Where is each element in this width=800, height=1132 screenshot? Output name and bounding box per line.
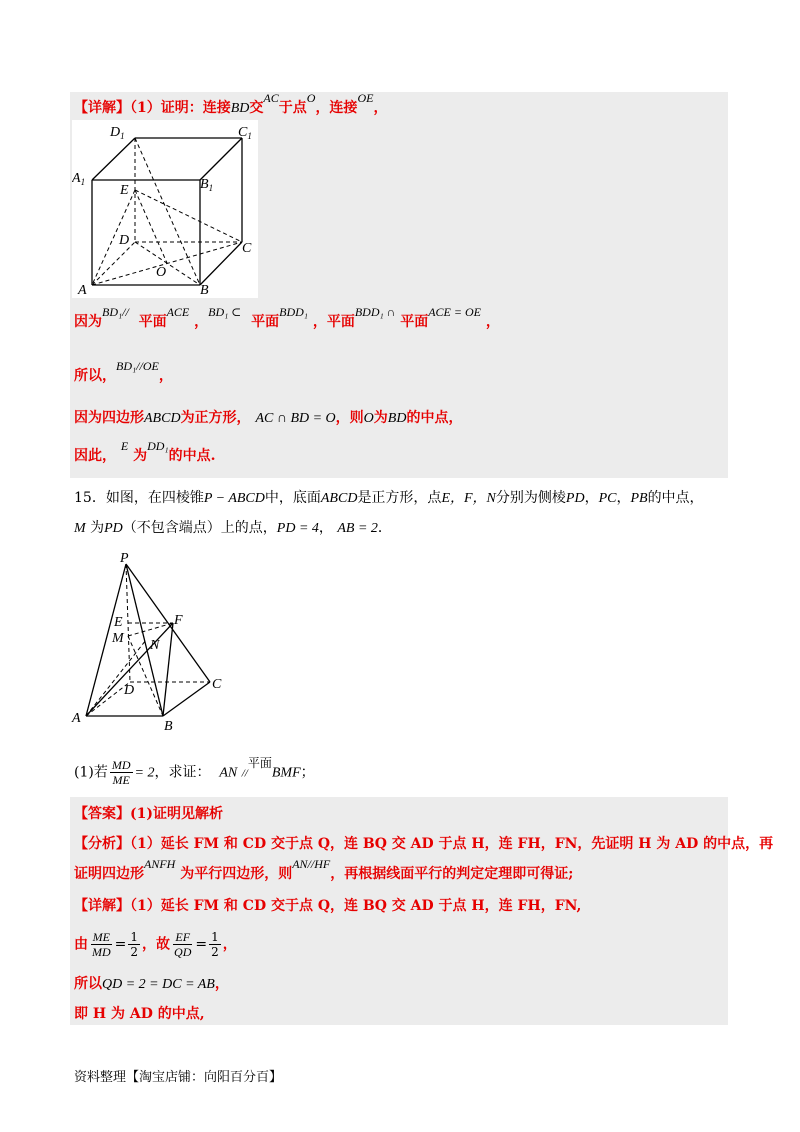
half-num-b: 1 — [211, 930, 219, 944]
bd-symbol: BD — [230, 101, 250, 116]
detail-line-1 — [74, 91, 388, 119]
analysis-line-2 — [74, 857, 574, 884]
sub1a: (1)若 — [74, 764, 108, 781]
pb: PB — [630, 491, 648, 506]
detail-tag: 【详解】 — [74, 100, 130, 116]
label-c: C — [242, 241, 252, 256]
frac-me: ME — [112, 773, 130, 787]
q15-1c: 是正方形，点 — [357, 490, 442, 506]
ratio-line — [74, 930, 237, 959]
comma-r: ， — [222, 936, 237, 953]
qd-chain: QD = 2 = DC = AB — [102, 977, 215, 992]
l5c: 的中点. — [168, 448, 216, 464]
bmf: BMF — [271, 765, 301, 781]
l5b: 为 — [133, 448, 148, 464]
q15-c1: ， — [584, 490, 599, 506]
label-f: F — [174, 613, 183, 628]
yinwei: 因为 — [74, 314, 102, 330]
l4b: 为正方形， — [180, 410, 251, 426]
l4d: 为 — [373, 410, 388, 426]
ace-1: ACE — [166, 305, 190, 319]
bd-2: BD — [387, 411, 407, 426]
footer: 资料整理【淘宝店铺：向阳百分百】 — [74, 1070, 283, 1085]
q15-line-1 — [74, 488, 704, 509]
q15-1e: 的中点， — [647, 490, 704, 506]
pingmian-3: 平面 — [326, 314, 355, 330]
q15-period: ． — [377, 520, 392, 536]
q15-c3: ， — [318, 520, 333, 536]
frac-md2: MD — [92, 945, 111, 959]
l5a: 因此， — [74, 448, 116, 464]
label-a1: $A_1$ — [72, 171, 86, 187]
one-half-a — [128, 930, 140, 959]
pingmian-2: 平面 — [251, 314, 280, 330]
m-1: M — [74, 521, 86, 536]
pd-1: PD — [565, 491, 585, 506]
label-p: P — [120, 551, 129, 566]
frac-me2: ME — [92, 930, 110, 944]
detail-line-3 — [74, 359, 173, 386]
comma-c: ， — [214, 976, 229, 992]
me-over-md — [90, 930, 113, 959]
q15-1b: 中，底面 — [264, 490, 321, 506]
bdd1-1: BDD₁ — [279, 305, 308, 319]
bd1-parallel: BD₁// — [102, 305, 129, 319]
one-half-b — [209, 930, 221, 959]
label-c2: C — [212, 677, 222, 692]
detail-line-5 — [74, 439, 216, 466]
comma-3: ， — [485, 314, 500, 330]
q15-sub1 — [74, 755, 315, 787]
q15-2a: （不包含端点）上的点， — [122, 520, 277, 536]
lianjie-text: ，连接 — [315, 100, 358, 116]
comma-1: ， — [194, 314, 209, 330]
sub1b: ，求证： — [154, 764, 211, 781]
label-d2: D — [124, 683, 135, 698]
q15-1d: 分别为侧棱 — [495, 490, 566, 506]
ef-over-qd — [172, 930, 193, 959]
frac-md: MD — [111, 758, 131, 772]
md-over-me — [110, 758, 133, 787]
label-e: E — [120, 183, 129, 198]
abcd-1: ABCD — [144, 411, 181, 426]
pingmian-4: 平面 — [400, 314, 429, 330]
cube-figure — [72, 120, 258, 298]
pingmian-5: 平面 — [247, 755, 272, 770]
label-b2: B — [164, 719, 173, 734]
frac-ef: EF — [175, 930, 191, 944]
q15-1a: 15．如图，在四棱锥 — [74, 490, 204, 506]
suoyi2: 所以 — [74, 976, 102, 992]
label-a2: A — [72, 711, 81, 726]
oe-symbol: OE — [357, 91, 374, 105]
label-e2: E — [114, 615, 123, 630]
ac-cap-bd: AC ∩ BD = O — [255, 411, 336, 426]
abcd-2: ABCD — [320, 491, 358, 506]
pd-2: PD — [104, 521, 123, 536]
label-d: D — [119, 233, 130, 248]
label-a: A — [78, 283, 87, 298]
an-b2: 为平行四边形，则 — [180, 866, 293, 882]
eq-2: = 2 — [134, 765, 155, 781]
l4e: 的中点， — [406, 410, 463, 426]
q15-c2: ， — [616, 490, 631, 506]
label-n: N — [150, 638, 160, 653]
bdd1-cap: BDD₁ ∩ — [354, 305, 396, 319]
half-den-a: 2 — [130, 945, 139, 959]
o-2: O — [363, 411, 374, 426]
pyramid-figure — [68, 548, 238, 738]
detail-intro: （1）证明：连接 — [130, 100, 231, 116]
comma: ， — [373, 100, 388, 116]
eq-b: = — [195, 936, 208, 953]
detail-line-15: 【详解】（1）延长 FM 和 CD 交于点 Q，连 BQ 交 AD 于点 H，连 FH，FN, — [74, 898, 582, 914]
label-d1: $D_1$ — [110, 125, 125, 141]
semicolon: ； — [300, 764, 315, 781]
p-abcd: P − ABCD — [203, 491, 265, 506]
comma-4: ， — [158, 368, 173, 384]
detail-line-2 — [74, 305, 500, 332]
l4c: ，则 — [335, 410, 364, 426]
detail-line-4 — [74, 408, 462, 429]
answer-line: 【答案】(1)证明见解析 — [74, 806, 223, 822]
l4a: 因为四边形 — [74, 410, 144, 426]
q15-line-2 — [74, 518, 392, 539]
par: // — [241, 767, 248, 780]
bd1-parallel-oe: BD₁//OE — [116, 359, 159, 373]
label-o: O — [156, 265, 167, 280]
q15-wei: 为 — [90, 520, 105, 536]
label-b1: $B_1$ — [200, 177, 214, 193]
label-b: B — [200, 283, 209, 298]
o-symbol: O — [306, 91, 316, 105]
anfh: ANFH — [144, 857, 176, 871]
pc: PC — [598, 491, 617, 506]
an: AN — [219, 765, 238, 781]
ace-eq-oe: ACE = OE — [428, 305, 481, 319]
jiao-text: 交 — [249, 100, 264, 116]
chain-line — [74, 974, 229, 995]
an-b3: ，再根据线面平行的判定定理即可得证; — [330, 866, 574, 882]
label-c1: $C_1$ — [238, 125, 252, 141]
efn: E，F，N — [441, 491, 496, 506]
dd1: DD₁ — [147, 439, 169, 453]
analysis-line-1: 【分析】（1）延长 FM 和 CD 交于点 Q，连 BQ 交 AD 于点 H，连 FH，FN，先证明 H 为 AD 的中点，再 — [74, 836, 774, 852]
pd-eq-4: PD = 4 — [276, 521, 319, 536]
eq-a: = — [114, 936, 127, 953]
e-1: E — [120, 439, 129, 453]
half-num-a: 1 — [130, 930, 139, 944]
an-b1: 证明四边形 — [74, 866, 144, 882]
you: 由 — [74, 936, 88, 953]
last-line: 即 H 为 AD 的中点, — [74, 1006, 205, 1022]
ac-symbol: AC — [263, 91, 279, 105]
yudian-text: 于点 — [278, 100, 307, 116]
an-par-hf: AN//HF — [292, 857, 331, 871]
gu: ，故 — [142, 936, 171, 953]
ab-eq-2: AB = 2 — [337, 521, 378, 536]
label-m: M — [112, 631, 124, 646]
comma-2: ， — [312, 314, 327, 330]
frac-qd: QD — [174, 945, 192, 959]
pingmian-1: 平面 — [138, 314, 167, 330]
half-den-b: 2 — [211, 945, 219, 959]
suoyi: 所以， — [74, 368, 116, 384]
bd1-subset: BD₁ ⊂ — [208, 305, 242, 319]
